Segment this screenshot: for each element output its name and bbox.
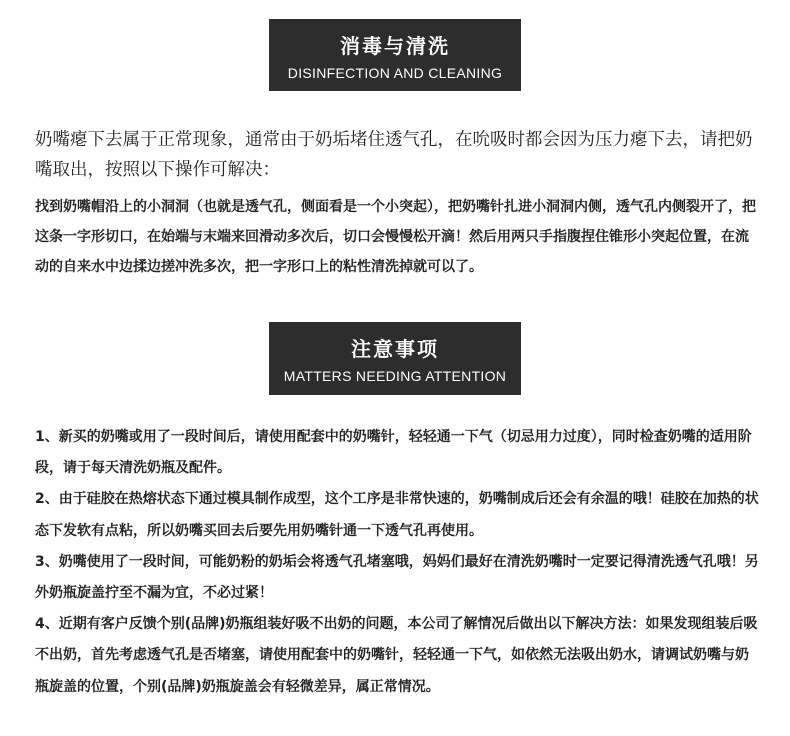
section-title-attention xyxy=(269,322,521,395)
section-title-en: DISINFECTION AND CLEANING xyxy=(287,65,503,81)
intro-lead-paragraph: 奶嘴瘪下去属于正常现象，通常由于奶垢堵住透气孔，在吮吸时都会因为压力瘪下去，请把奶嘴取出，按照以下操作可解决： xyxy=(35,130,753,180)
attention-item: 2、由于硅胶在热熔状态下通过模具制作成型，这个工序是非常快速的，奶嘴制成后还会有余温的哦！硅胶在加热的状态下发软有点粘，所以奶嘴买回去后要先用奶嘴针通一下透气孔再使用。 xyxy=(35,491,759,539)
attention-item: 3、奶嘴使用了一段时间，可能奶粉的奶垢会将透气孔堵塞哦，妈妈们最好在清洗奶嘴时一定要记得清洗透气孔哦！另外奶瓶旋盖拧至不漏为宜，不必过紧！ xyxy=(35,553,759,602)
intro-body-paragraph: 找到奶嘴帽沿上的小洞洞（也就是透气孔，侧面看是一个小突起），把奶嘴针扎进小洞洞内侧，透气孔内侧裂开了，把这条一字形切口，在始端与末端来回滑动多次后，切口会慢慢松开滴！然后用两只手指腹捏住锥形小突起位置，在流动的自来水中边揉边搓冲洗多次，把一字形口上的粘性清洗掉就可以了。 xyxy=(35,199,756,275)
section-title-en: MATTERS NEEDING ATTENTION xyxy=(283,368,507,384)
attention-item: 1、新买的奶嘴或用了一段时间后，请使用配套中的奶嘴针，轻轻通一下气（切忌用力过度），同时检查奶嘴的适用阶段，请于每天清洗奶瓶及配件。 xyxy=(35,429,752,477)
section-title-cn: 注意事项 xyxy=(351,337,439,361)
attention-item: 4、近期有客户反馈个别(品牌)奶瓶组装好吸不出奶的问题，本公司了解情况后做出以下解决方法：如果发现组装后吸不出奶，首先考虑透气孔是否堵塞，请使用配套中的奶嘴针，轻轻通一下气，如依然无法吸出奶水，请调试奶嘴与奶瓶旋盖的位置，个别(品牌)奶瓶旋盖会有轻微差异，属正常情况。 xyxy=(35,616,758,695)
section-title-cn: 消毒与清洗 xyxy=(340,34,450,58)
section-title-disinfection xyxy=(269,19,521,91)
attention-list xyxy=(35,422,760,703)
